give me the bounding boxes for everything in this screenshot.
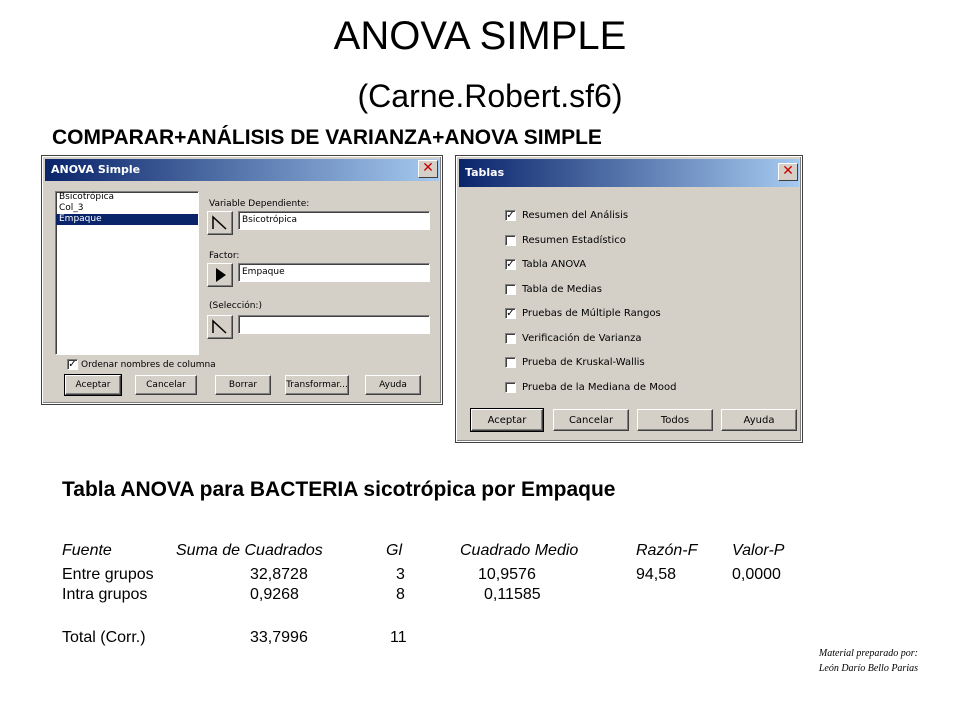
select-arrow-icon [208,316,232,338]
option-label: Tabla de Medias [522,284,602,295]
option-label: Verificación de Varianza [522,333,642,344]
header-sum-squares: Suma de Cuadrados [176,542,323,559]
header-source: Fuente [62,542,112,559]
sort-columns-label: Ordenar nombres de columna [81,360,216,370]
factor-field[interactable]: Empaque [238,263,430,282]
anova-dialog-close-button[interactable] [418,160,438,178]
credit-line-2: León Darío Bello Parias [818,663,918,674]
tables-help-button[interactable]: Ayuda [721,409,797,431]
row-between-ms: 10,9576 [478,566,536,583]
dependent-variable-select-button[interactable] [207,211,233,235]
anova-dialog-titlebar[interactable] [45,159,439,181]
clear-button[interactable]: Borrar [215,375,271,395]
option-label: Prueba de la Mediana de Mood [522,382,677,393]
anova-dialog-title: ANOVA Simple [51,163,141,176]
option-checkbox[interactable]: ✓ [506,308,515,319]
option-checkbox[interactable] [505,333,516,344]
row-between-ss: 32,8728 [250,566,308,583]
close-icon: ✕ [782,163,794,179]
option-checkbox[interactable] [505,357,516,368]
close-icon: ✕ [422,160,434,176]
column-item-col-3[interactable]: Col_3 [59,203,84,213]
sort-columns-checkbox[interactable]: ✓ [68,359,77,370]
option-checkbox[interactable]: ✓ [506,210,515,221]
columns-listbox[interactable] [55,191,199,355]
header-f-ratio: Razón-F [636,542,698,559]
option-label: Prueba de Kruskal-Wallis [522,357,645,368]
select-arrow-icon [208,212,232,234]
header-p-value: Valor-P [732,542,785,559]
option-label: Tabla ANOVA [522,259,587,270]
option-label: Pruebas de Múltiple Rangos [522,308,661,319]
page-subtitle: (Carne.Robert.sf6) [357,78,623,114]
menu-path: COMPARAR+ANÁLISIS DE VARIANZA+ANOVA SIMPLE [52,126,602,149]
option-label: Resumen Estadístico [522,235,626,246]
column-item-bsicotropica[interactable]: Bsicotrópica [59,192,115,202]
row-within-source: Intra grupos [62,586,148,603]
row-between-p: 0,0000 [732,566,781,583]
row-within-ms: 0,11585 [484,586,541,603]
selection-label: (Selección:) [209,301,262,311]
option-label: Resumen del Análisis [522,210,629,221]
row-total-source: Total (Corr.) [62,629,146,646]
tables-dialog-title: Tablas [465,166,505,179]
transform-button[interactable]: Transformar... [285,375,349,395]
row-between-source: Entre grupos [62,566,154,583]
tables-all-button[interactable]: Todos [637,409,713,431]
dependent-variable-field[interactable]: Bsicotrópica [238,211,430,230]
credit-note [819,646,918,676]
anova-table-title: Tabla ANOVA para BACTERIA sicotrópica por Empaque [62,478,616,501]
tables-dialog-titlebar[interactable] [459,159,799,187]
row-between-df: 3 [396,566,405,583]
tables-dialog [456,156,802,442]
play-arrow-icon [208,264,232,286]
option-checkbox[interactable] [505,284,516,295]
anova-simple-dialog [42,156,442,404]
row-within-df: 8 [396,586,405,603]
factor-select-button[interactable] [207,263,233,287]
selection-field[interactable] [238,315,430,334]
page-title: ANOVA SIMPLE [333,14,627,58]
option-checkbox[interactable] [505,235,516,246]
tables-accept-button[interactable]: Aceptar [471,409,543,431]
row-total-ss: 33,7996 [250,629,308,646]
row-between-f: 94,58 [636,566,677,583]
option-checkbox[interactable] [505,382,516,393]
factor-label: Factor: [209,251,240,261]
option-checkbox[interactable]: ✓ [506,259,515,270]
help-button[interactable]: Ayuda [365,375,421,395]
credit-line-1: Material preparado por: [818,648,918,659]
tables-cancel-button[interactable]: Cancelar [553,409,629,431]
header-mean-square: Cuadrado Medio [460,542,579,559]
header-df: Gl [386,542,402,559]
accept-button[interactable]: Aceptar [65,375,121,395]
column-item-empaque[interactable]: Empaque [56,214,198,225]
tables-dialog-close-button[interactable] [778,163,798,181]
dependent-variable-label: Variable Dependiente: [209,199,310,209]
row-total-df: 11 [390,629,407,646]
cancel-button[interactable]: Cancelar [135,375,197,395]
selection-select-button[interactable] [207,315,233,339]
row-within-ss: 0,9268 [250,586,299,603]
